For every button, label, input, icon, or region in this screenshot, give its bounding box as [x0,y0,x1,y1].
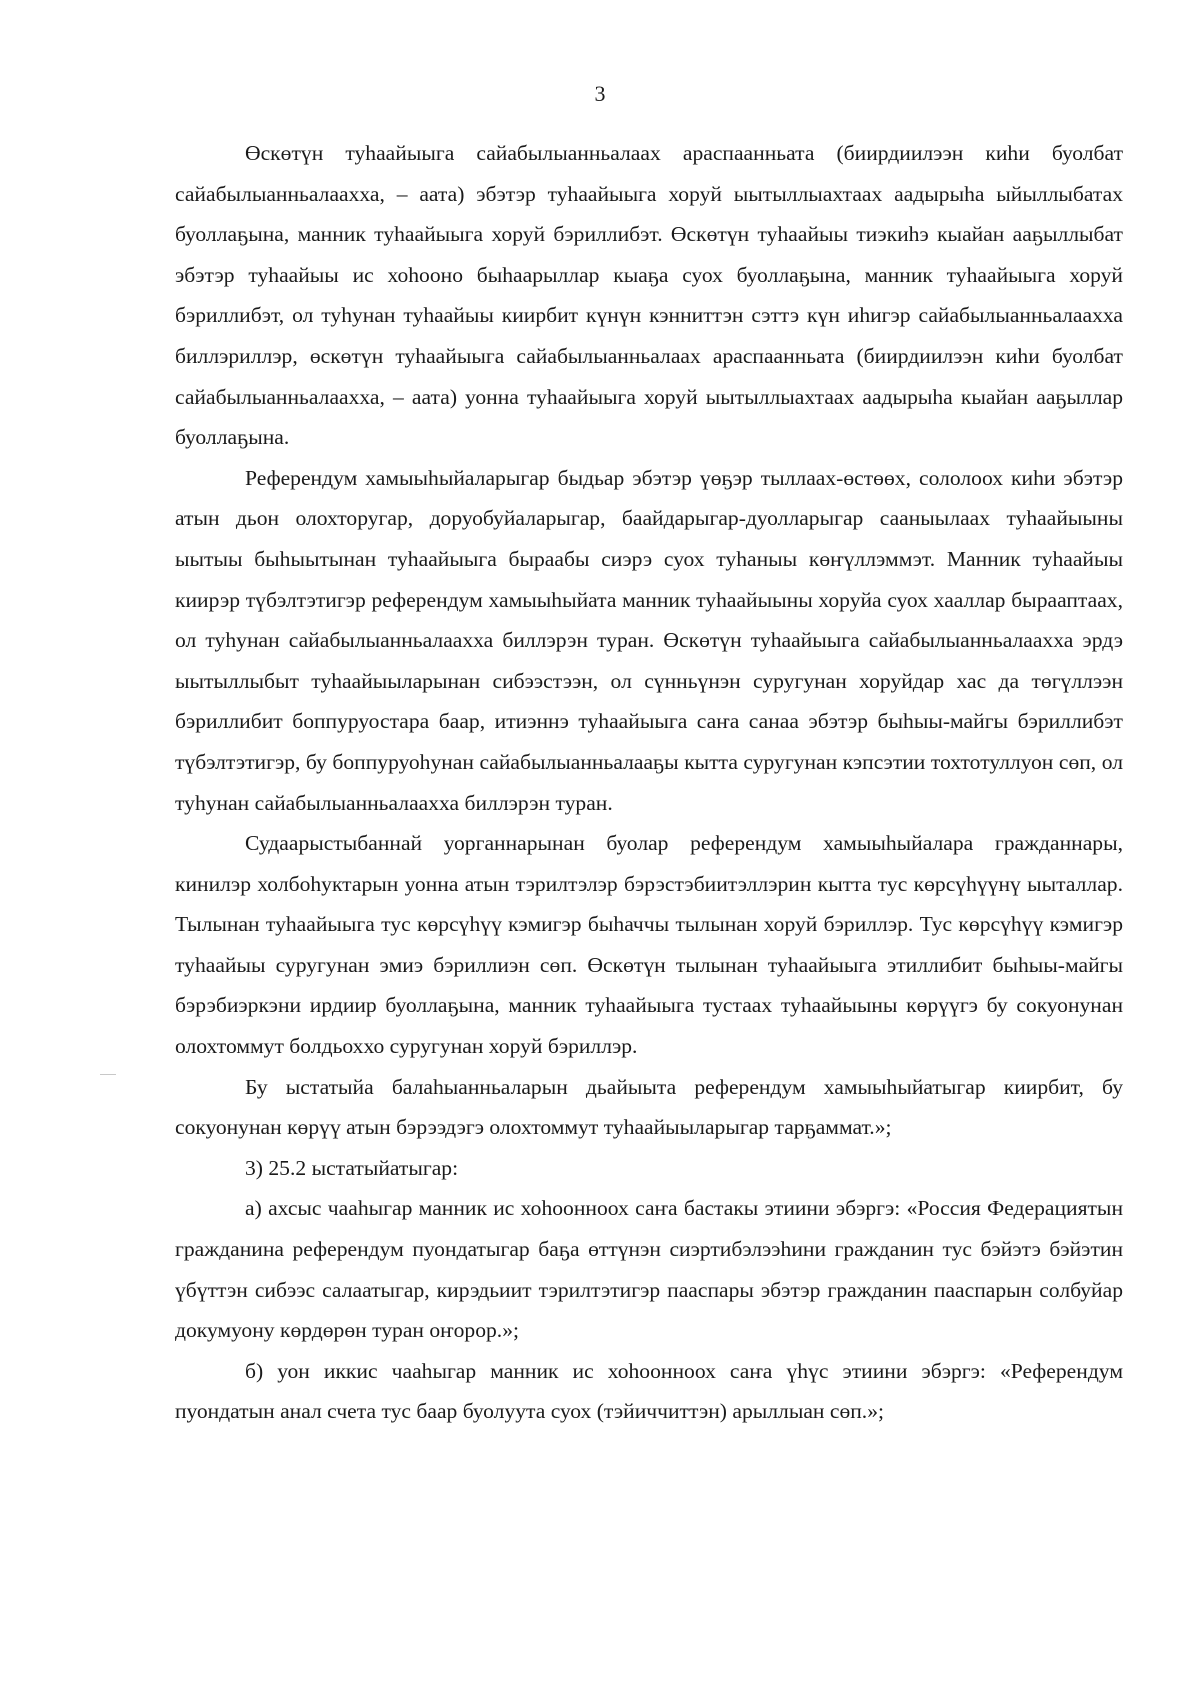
paragraph-6: а) ахсыс чааһыгар манник ис хоһоонноох саҥа бастакы этиини эбэргэ: «Россия Федерациятын гражданина референдум пуондатыгар баҕа өттүнэн сиэртибэлээһини гражданин тус бэйэтэ бэйэтин үбүттэн сибээс салаатыгар, кирэдьиит тэрилтэтигэр пааспары эбэтэр гражданин пааспарын солбуйар докумуону көрдөрөн туран оҥорор.»; [175,1196,1123,1343]
paragraph-1: Өскөтүн туһаайыыга сайабылыанньалаах араспаанньата (биирдиилээн киһи буолбат сайабылыанньалаахха, – аата) эбэтэр туһаайыыга хоруй ыытыллыахтаах аадырыһа ыйыллыбатах буоллаҕына, манник туһаайыыга хоруй бэриллибэт. Өскөтүн туһаайыы тиэкиһэ кыайан ааҕыллыбат эбэтэр туһаайыы ис хоһооно быһаарыллар кыаҕа суох буоллаҕына, манник туһаайыыга хоруй бэриллибэт, ол туһунан туһаайыы киирбит күнүн кэнниттэн сэттэ күн иһигэр сайабылыанньалаахха биллэриллэр, өскөтүн туһаайыыга сайабылыанньалаах араспаанньата (биирдиилээн киһи буолбат сайабылыанньалаахха, – аата) уонна туһаайыыга хоруй ыытыллыахтаах аадырыһа кыайан ааҕыллар буоллаҕына. [175,141,1123,450]
document-body [175,133,1123,1432]
paragraph-2: Референдум хамыыһыйаларыгар быдьар эбэтэр үөҕэр тыллаах-өстөөх, сололоох киһи эбэтэр атын дьон олохторугар, доруобуйаларыгар, баайдарыгар-дуолларыгар сааныылаах туһаайыыны ыытыы быһыытынан туһаайыыга быраабы сиэрэ суох туһаныы көҥүллэммэт. Манник туһаайыы киирэр түбэлтэтигэр референдум хамыыһыйата манник туһаайыыны хоруйа суох хааллар бырааптаах, ол туһунан сайабылыанньалаахха биллэрэн туран. Өскөтүн туһаайыыга сайабылыанньалаахха эрдэ ыытыллыбыт туһаайыыларынан сибээстээн, ол сүнньүнэн суругунан хоруйдар хас да төгүллээн бэриллибит боппуруостара баар, итиэннэ туһаайыыга саҥа санаа эбэтэр быһыы-майгы бэриллибэт түбэлтэтигэр, бу боппуруоһунан сайабылыанньалааҕы кытта суругунан кэпсэтии тохтотуллуон сөп, ол туһунан сайабылыанньалаахха биллэрэн туран. [175,465,1123,815]
paragraph-4: Бу ыстатыйа балаһыанньаларын дьайыыта референдум хамыыһыйатыгар киирбит, бу сокуонунан көрүү атын бэрээдэгэ олохтоммут туһаайыыларыгар тарҕаммат.»; [175,1074,1123,1140]
page-number: 3 [594,81,606,106]
paragraph-3: Судаарыстыбаннай уорганнарынан буолар референдум хамыыһыйалара гражданнары, кинилэр холбоһуктарын уонна атын тэрилтэлэр бэрэстэбиитэллэрин кытта тус көрсүһүүнү ыыталлар. Тылынан туһаайыыга тус көрсүһүү кэмигэр быһаччы тылынан хоруй бэриллэр. Тус көрсүһүү кэмигэр туһаайыы суругунан эмиэ бэриллиэн сөп. Өскөтүн тылынан туһаайыыга этиллибит быһыы-майгы бэрэбиэркэни ирдиир буоллаҕына, манник туһаайыыга тустаах туһаайыыны көрүүгэ бу сокуонунан олохтоммут болдьоххо суругунан хоруй бэриллэр. [175,831,1123,1059]
paragraph-5: 3) 25.2 ыстатыйатыгар: [245,1155,459,1180]
paragraph-7: б) уон иккис чааһыгар манник ис хоһооннoох саҥа үһүс этиини эбэргэ: «Референдум пуондатын анал счета тус баар буолуута суох (тэйиччиттэн) арыллыан сөп.»; [175,1358,1123,1424]
scan-mark [100,1074,116,1075]
